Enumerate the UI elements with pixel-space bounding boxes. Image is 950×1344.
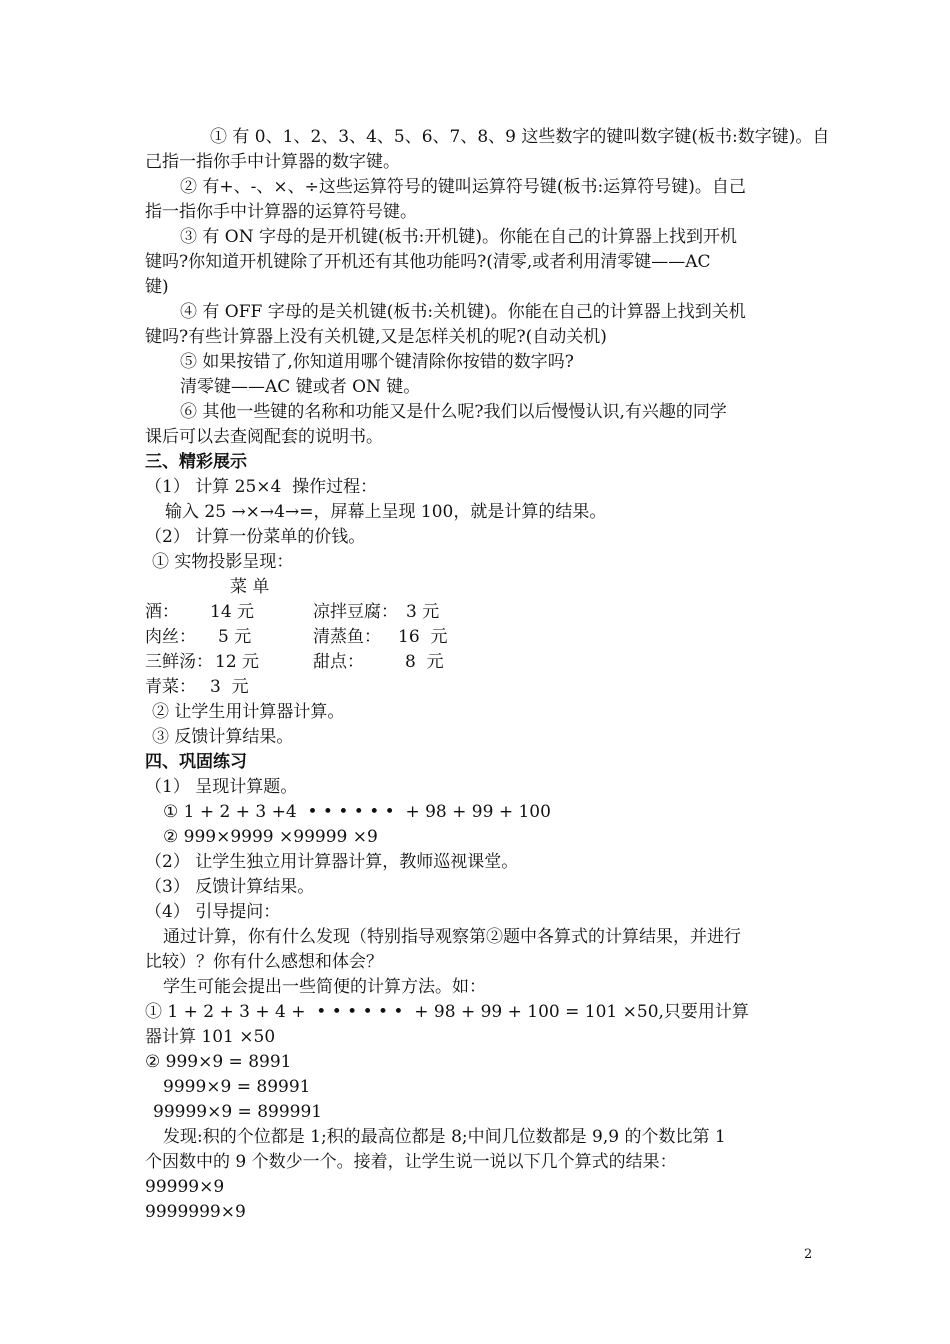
page-number: 2 — [804, 1247, 813, 1262]
menu-item-price: 8 元 — [405, 652, 444, 672]
expression-2: 9999999×9 — [145, 1202, 246, 1222]
para-on-key-line3: 键) — [145, 277, 169, 297]
menu-item-name: 三鲜汤： — [145, 652, 213, 672]
para-operator-keys-line2: 指一指你手中计算器的运算符号键。 — [145, 202, 417, 222]
menu-item-price: 14 元 — [210, 602, 255, 622]
heading-section-4: 四、巩固练习 — [145, 752, 247, 772]
step-2-c: ③ 反馈计算结果。 — [152, 727, 294, 747]
menu-item-name: 酒： — [145, 602, 179, 622]
heading-section-3: 三、精彩展示 — [145, 452, 247, 472]
menu-item-price: 5 元 — [218, 627, 252, 647]
practice-3: （3） 反馈计算结果。 — [145, 877, 315, 897]
para-operator-keys-line1: ② 有+、-、×、÷这些运算符号的键叫运算符号键(板书:运算符号键)。自己 — [180, 177, 746, 197]
menu-item-name: 甜点： — [313, 652, 364, 672]
expression-1: 99999×9 — [145, 1177, 225, 1197]
para-off-key-line2: 键吗?有些计算器上没有关机键,又是怎样关机的呢?(自动关机) — [145, 327, 607, 347]
para-other-keys-line1: ⑥ 其他一些键的名称和功能又是什么呢?我们以后慢慢认识,有兴趣的同学 — [180, 402, 727, 422]
para-on-key-line2: 键吗?你知道开机键除了开机还有其他功能吗?(清零,或者利用清零键——AC — [145, 252, 711, 272]
step-1-detail: 输入 25 →×→4→=，屏幕上呈现 100，就是计算的结果。 — [165, 502, 607, 522]
practice-4-question-line1: 通过计算，你有什么发现（特别指导观察第②题中各算式的计算结果，并进行 — [163, 927, 741, 947]
menu-item-price: 16 元 — [398, 627, 448, 647]
practice-1-a: ① 1 + 2 + 3 +4 • • • • • • + 98 + 99 + 100 — [163, 802, 551, 822]
step-1: （1） 计算 25×4 操作过程： — [145, 477, 378, 497]
menu-item-name: 青菜： — [145, 677, 196, 697]
para-digit-keys-line1: ① 有 0、1、2、3、4、5、6、7、8、9 这些数字的键叫数字键(板书:数字键)。自 — [210, 127, 830, 147]
method-2-line1: ② 999×9 = 8991 — [145, 1052, 292, 1072]
menu-item-price: 12 元 — [215, 652, 260, 672]
method-2-line2: 9999×9 = 89991 — [163, 1077, 311, 1097]
para-on-key-line1: ③ 有 ON 字母的是开机键(板书:开机键)。你能在自己的计算器上找到开机 — [180, 227, 738, 247]
step-2: （2） 计算一份菜单的价钱。 — [145, 527, 366, 547]
para-clear-answer: 清零键——AC 键或者 ON 键。 — [180, 377, 421, 397]
para-other-keys-line2: 课后可以去查阅配套的说明书。 — [145, 427, 383, 447]
para-off-key-line1: ④ 有 OFF 字母的是关机键(板书:关机键)。你能在自己的计算器上找到关机 — [180, 302, 746, 322]
menu-item-price: 3 元 — [406, 602, 440, 622]
finding-line1: 发现:积的个位都是 1;积的最高位都是 8;中间几位数都是 9,9 的个数比第 1 — [163, 1127, 726, 1147]
practice-1-b: ② 999×9999 ×99999 ×9 — [163, 827, 378, 847]
menu-item-price: 3 元 — [210, 677, 249, 697]
para-digit-keys-line2: 己指一指你手中计算器的数字键。 — [145, 152, 400, 172]
practice-4-question-line2: 比较）？你有什么感想和体会？ — [145, 952, 383, 972]
method-1-line1: ① 1 + 2 + 3 + 4 + • • • • • • + 98 + 99 + 100 = 101 ×50,只要用计算 — [145, 1002, 749, 1022]
menu-item-name: 凉拌豆腐： — [313, 602, 398, 622]
menu-item-name: 肉丝： — [145, 627, 196, 647]
practice-4: （4） 引导提问： — [145, 902, 281, 922]
practice-2: （2） 让学生独立用计算器计算，教师巡视课堂。 — [145, 852, 519, 872]
practice-1: （1） 呈现计算题。 — [145, 777, 298, 797]
menu-title: 菜 单 — [230, 577, 270, 597]
menu-item-name: 清蒸鱼： — [313, 627, 381, 647]
method-2-line3: 99999×9 = 899991 — [153, 1102, 323, 1122]
method-1-line2: 器计算 101 ×50 — [145, 1027, 276, 1047]
step-2-a: ① 实物投影呈现： — [152, 552, 294, 572]
para-clear-question: ⑤ 如果按错了,你知道用哪个键清除你按错的数字吗? — [180, 352, 574, 372]
methods-intro: 学生可能会提出一些简便的计算方法。如： — [163, 977, 486, 997]
step-2-b: ② 让学生用计算器计算。 — [152, 702, 345, 722]
finding-line2: 个因数中的 9 个数少一个。接着，让学生说一说以下几个算式的结果： — [145, 1152, 677, 1172]
